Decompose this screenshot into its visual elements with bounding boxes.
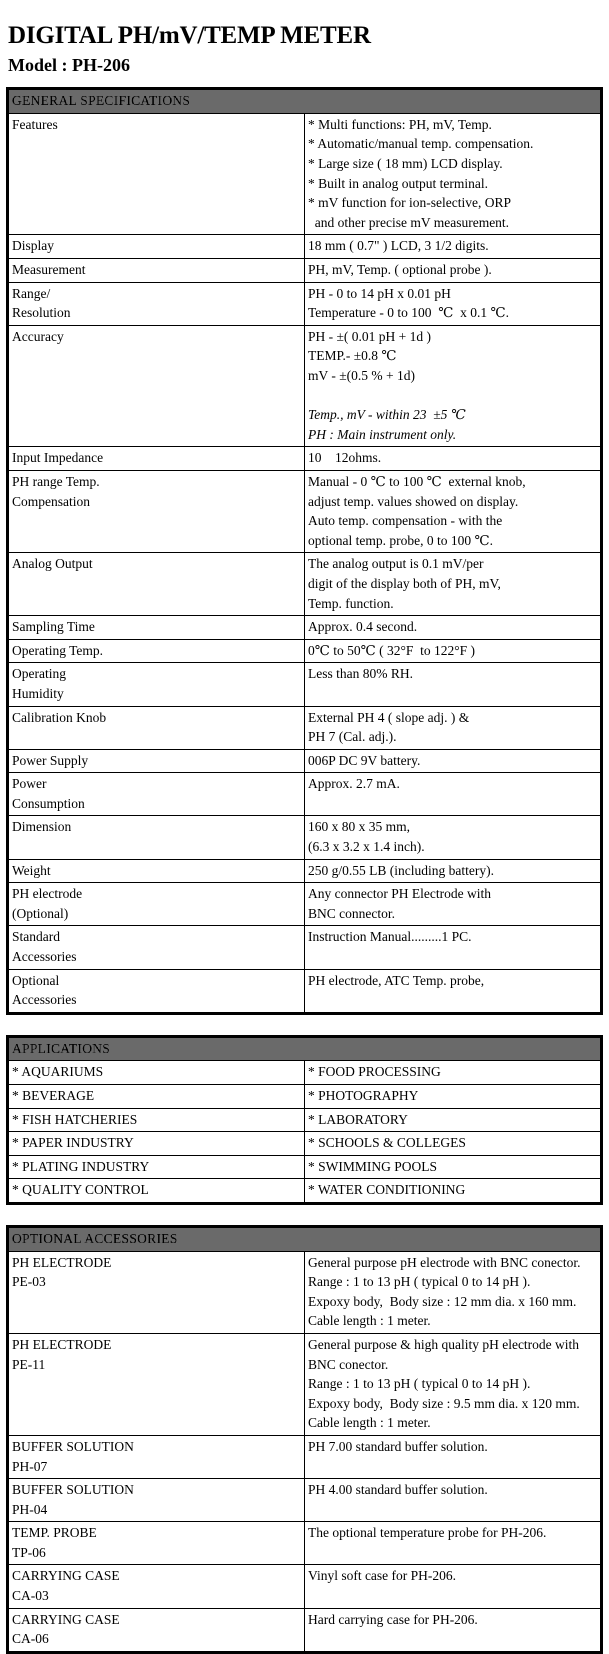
cell-line: (6.3 x 3.2 x 1.4 inch). — [308, 839, 425, 855]
cell-line: Optional — [12, 972, 60, 988]
cell-line: PH electrode — [12, 886, 83, 902]
cell-line: and other precise mV measurement. — [308, 214, 510, 230]
cell-line: 250 g/0.55 LB (including battery). — [308, 862, 494, 878]
table-row — [8, 883, 602, 926]
row-label — [8, 616, 305, 640]
cell-line: Auto temp. compensation - with the — [308, 513, 503, 529]
cell-line: CA-06 — [12, 1631, 49, 1647]
cell-line: Power — [12, 776, 47, 792]
cell-line: External PH 4 ( slope adj. ) & — [308, 709, 470, 725]
cell-line: General purpose & high quality pH electrode with BNC conector. — [308, 1336, 583, 1372]
cell-line: Range/ — [12, 285, 51, 301]
cell-line — [308, 1586, 597, 1606]
cell-line: Manual - 0 ℃ to 100 ℃ external knob, — [308, 473, 526, 489]
application-item: * SCHOOLS & COLLEGES — [305, 1132, 602, 1156]
table-row — [8, 616, 602, 640]
cell-line: Cable length : 1 meter. — [308, 1313, 431, 1329]
row-label — [8, 859, 305, 883]
cell-line: Consumption — [12, 795, 85, 811]
row-label — [8, 282, 305, 325]
cell-line: BUFFER SOLUTION — [12, 1438, 134, 1454]
row-value — [305, 259, 602, 283]
table-row — [8, 1565, 602, 1608]
table-row — [8, 1251, 602, 1333]
table-row — [8, 1333, 602, 1435]
cell-line: * Built in analog output terminal. — [308, 175, 488, 191]
cell-line: PH ELECTRODE — [12, 1336, 112, 1352]
row-value — [305, 969, 602, 1013]
cell-line: Range : 1 to 13 pH ( typical 0 to 14 pH ). — [308, 1376, 531, 1392]
cell-line: Vinyl soft case for PH-206. — [308, 1568, 457, 1584]
cell-line: Display — [12, 238, 54, 254]
row-label — [8, 749, 305, 773]
row-value — [305, 235, 602, 259]
cell-line: Calibration Knob — [12, 709, 107, 725]
cell-line: Approx. 0.4 second. — [308, 619, 418, 635]
cell-line: BUFFER SOLUTION — [12, 1482, 134, 1498]
table-row — [8, 1608, 602, 1652]
row-value — [305, 663, 602, 706]
cell-line: digit of the display both of PH, mV, — [308, 575, 501, 591]
row-label — [8, 259, 305, 283]
row-label — [8, 773, 305, 816]
cell-line: Less than 80% RH. — [308, 666, 413, 682]
table-row — [8, 553, 602, 616]
application-item: * FOOD PROCESSING — [305, 1061, 602, 1085]
row-label — [8, 235, 305, 259]
table-row — [8, 1522, 602, 1565]
cell-line: PH, mV, Temp. ( optional probe ). — [308, 262, 492, 278]
cell-line: PH 4.00 standard buffer solution. — [308, 1482, 488, 1498]
row-value — [305, 1435, 602, 1478]
cell-line: Dimension — [12, 819, 72, 835]
table-row — [8, 926, 602, 969]
cell-line: PE-11 — [12, 1356, 46, 1372]
row-value — [305, 773, 602, 816]
cell-line: Features — [12, 116, 58, 132]
table-row — [8, 969, 602, 1013]
table-row — [8, 773, 602, 816]
cell-line: Resolution — [12, 305, 71, 321]
cell-line: CA-03 — [12, 1588, 49, 1604]
cell-line: General purpose pH electrode with BNC conector. — [308, 1254, 581, 1270]
cell-line: PH : Main instrument only. — [308, 426, 457, 442]
row-value — [305, 113, 602, 235]
cell-line — [308, 386, 597, 406]
row-value — [305, 1565, 602, 1608]
row-value — [305, 1251, 602, 1333]
row-label — [8, 663, 305, 706]
cell-line: CARRYING CASE — [12, 1568, 120, 1584]
cell-line: PH-07 — [12, 1458, 48, 1474]
row-label — [8, 706, 305, 749]
table-row — [8, 447, 602, 471]
cell-line — [308, 684, 597, 704]
row-value — [305, 447, 602, 471]
cell-line: PH-04 — [12, 1501, 48, 1517]
cell-line — [308, 990, 597, 1010]
table-row — [8, 1179, 602, 1204]
cell-line: 0℃ to 50℃ ( 32°F to 122°F ) — [308, 642, 476, 658]
row-value — [305, 816, 602, 859]
cell-line: 006P DC 9V battery. — [308, 752, 421, 768]
cell-line: * mV function for ion-selective, ORP — [308, 195, 511, 211]
row-value — [305, 926, 602, 969]
cell-line — [308, 1457, 597, 1477]
row-label — [8, 926, 305, 969]
cell-line: Accessories — [12, 992, 77, 1008]
cell-line: Accessories — [12, 949, 77, 965]
cell-line: Weight — [12, 862, 51, 878]
row-label — [8, 969, 305, 1013]
application-item: * WATER CONDITIONING — [305, 1179, 602, 1204]
application-item: * QUALITY CONTROL — [8, 1179, 305, 1204]
cell-line: Temperature - 0 to 100 ℃ x 0.1 ℃. — [308, 305, 509, 321]
applications-heading: APPLICATIONS — [8, 1036, 602, 1061]
cell-line: optional temp. probe, 0 to 100 ℃. — [308, 532, 493, 548]
application-item: * PAPER INDUSTRY — [8, 1132, 305, 1156]
row-value — [305, 749, 602, 773]
application-item: * PLATING INDUSTRY — [8, 1155, 305, 1179]
cell-line: Instruction Manual.........1 PC. — [308, 929, 472, 945]
cell-line: TP-06 — [12, 1544, 46, 1560]
cell-line: PH - 0 to 14 pH x 0.01 pH — [308, 285, 451, 301]
table-row — [8, 1085, 602, 1109]
table-row — [8, 663, 602, 706]
table-row — [8, 639, 602, 663]
row-label — [8, 883, 305, 926]
row-value — [305, 1522, 602, 1565]
cell-line: PH range Temp. — [12, 473, 100, 489]
table-row — [8, 325, 602, 447]
cell-line: BNC connector. — [308, 905, 395, 921]
cell-line: Temp. function. — [308, 595, 394, 611]
cell-line: PH 7 (Cal. adj.). — [308, 729, 397, 745]
cell-line — [308, 1629, 597, 1649]
cell-line: Cable length : 1 meter. — [308, 1415, 431, 1431]
model-subtitle: Model : PH-206 — [8, 54, 130, 75]
row-label — [8, 639, 305, 663]
applications-table — [6, 1035, 603, 1205]
cell-line: * Multi functions: PH, mV, Temp. — [308, 116, 492, 132]
table-row — [8, 282, 602, 325]
cell-line — [308, 794, 597, 814]
cell-line: 10 12ohms. — [308, 450, 382, 466]
row-value — [305, 325, 602, 447]
row-label — [8, 816, 305, 859]
table-row — [8, 859, 602, 883]
cell-line: TEMP.- ±0.8 ℃ — [308, 348, 397, 364]
cell-line: Expoxy body, Body size : 12 mm dia. x 160 mm. — [308, 1293, 577, 1309]
cell-line: Compensation — [12, 493, 90, 509]
cell-line: Operating Temp. — [12, 642, 104, 658]
cell-line: CARRYING CASE — [12, 1611, 120, 1627]
row-value — [305, 282, 602, 325]
cell-line: PE-03 — [12, 1274, 46, 1290]
cell-line: Power Supply — [12, 752, 89, 768]
general-specifications-table — [6, 87, 603, 1015]
row-label — [8, 1435, 305, 1478]
cell-line: PH - ±( 0.01 pH + 1d ) — [308, 328, 432, 344]
row-label — [8, 1251, 305, 1333]
cell-line: Analog Output — [12, 556, 93, 572]
cell-line: 18 mm ( 0.7" ) LCD, 3 1/2 digits. — [308, 238, 489, 254]
table-row — [8, 113, 602, 235]
row-label — [8, 1522, 305, 1565]
cell-line: Operating — [12, 666, 66, 682]
row-value — [305, 639, 602, 663]
general-specifications-body — [8, 113, 602, 1013]
row-value — [305, 470, 602, 552]
cell-line: * Automatic/manual temp. compensation. — [308, 136, 534, 152]
optional-accessories-heading: OPTIONAL ACCESSORIES — [8, 1226, 602, 1251]
cell-line: Humidity — [12, 685, 64, 701]
application-item: * BEVERAGE — [8, 1085, 305, 1109]
cell-line: * Large size ( 18 mm) LCD display. — [308, 156, 503, 172]
row-value — [305, 1608, 602, 1652]
table-row — [8, 1479, 602, 1522]
row-label — [8, 113, 305, 235]
table-row — [8, 470, 602, 552]
cell-line: Input Impedance — [12, 450, 104, 466]
application-item: * SWIMMING POOLS — [305, 1155, 602, 1179]
row-label — [8, 447, 305, 471]
row-value — [305, 553, 602, 616]
table-row — [8, 749, 602, 773]
row-value — [305, 706, 602, 749]
optional-accessories-table — [6, 1225, 603, 1654]
table-row — [8, 1155, 602, 1179]
cell-line: Standard — [12, 929, 60, 945]
cell-line: The optional temperature probe for PH-206. — [308, 1525, 547, 1541]
cell-line: mV - ±(0.5 % + 1d) — [308, 368, 416, 384]
table-row — [8, 1108, 602, 1132]
row-label — [8, 1608, 305, 1652]
cell-line: (Optional) — [12, 905, 69, 921]
table-row — [8, 706, 602, 749]
cell-line: TEMP. PROBE — [12, 1525, 97, 1541]
cell-line: Hard carrying case for PH-206. — [308, 1611, 478, 1627]
cell-line: Any connector PH Electrode with — [308, 886, 491, 902]
cell-line: Range : 1 to 13 pH ( typical 0 to 14 pH ). — [308, 1274, 531, 1290]
cell-line: Expoxy body, Body size : 9.5 mm dia. x 120 mm. — [308, 1395, 580, 1411]
application-item: * PHOTOGRAPHY — [305, 1085, 602, 1109]
row-label — [8, 470, 305, 552]
cell-line: PH ELECTRODE — [12, 1254, 112, 1270]
cell-line: The analog output is 0.1 mV/per — [308, 556, 484, 572]
table-row — [8, 1132, 602, 1156]
cell-line: PH electrode, ATC Temp. probe, — [308, 972, 485, 988]
cell-line: Temp., mV - within 23 ±5 ℃ — [308, 407, 466, 423]
cell-line: adjust temp. values showed on display. — [308, 493, 519, 509]
application-item: * LABORATORY — [305, 1108, 602, 1132]
cell-line — [308, 1543, 597, 1563]
cell-line: PH 7.00 standard buffer solution. — [308, 1438, 488, 1454]
row-value — [305, 616, 602, 640]
cell-line: 160 x 80 x 35 mm, — [308, 819, 411, 835]
row-label — [8, 553, 305, 616]
row-label — [8, 1479, 305, 1522]
table-row — [8, 1435, 602, 1478]
cell-line: Measurement — [12, 262, 86, 278]
applications-body — [8, 1061, 602, 1204]
cell-line: Approx. 2.7 mA. — [308, 776, 400, 792]
general-specifications-heading: GENERAL SPECIFICATIONS — [8, 89, 602, 114]
table-row — [8, 1061, 602, 1085]
application-item: * AQUARIUMS — [8, 1061, 305, 1085]
row-value — [305, 1479, 602, 1522]
cell-line: Sampling Time — [12, 619, 95, 635]
table-row — [8, 816, 602, 859]
table-row — [8, 259, 602, 283]
row-value — [305, 883, 602, 926]
application-item: * FISH HATCHERIES — [8, 1108, 305, 1132]
row-label — [8, 325, 305, 447]
cell-line: Accuracy — [12, 328, 64, 344]
table-row — [8, 235, 602, 259]
row-value — [305, 859, 602, 883]
optional-accessories-body — [8, 1251, 602, 1652]
row-label — [8, 1565, 305, 1608]
cell-line — [308, 947, 597, 967]
row-value — [305, 1333, 602, 1435]
row-label — [8, 1333, 305, 1435]
page-title: DIGITAL PH/mV/TEMP METER — [8, 22, 371, 49]
cell-line — [308, 1500, 597, 1520]
